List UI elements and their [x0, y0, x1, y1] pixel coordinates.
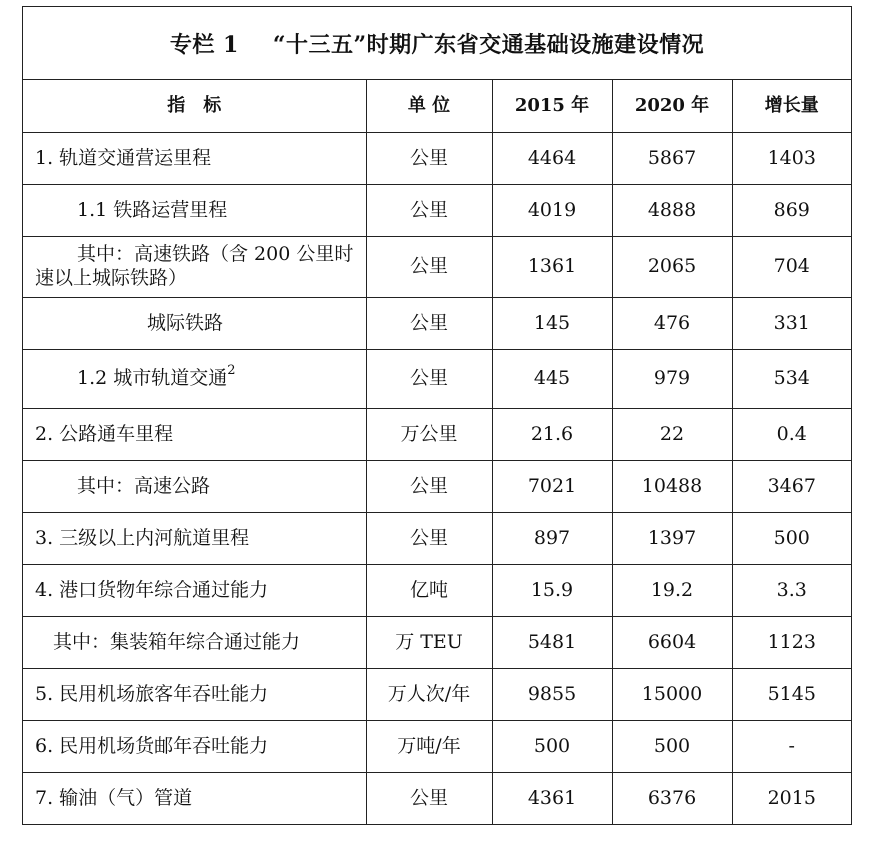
header-indicator: 指 标	[23, 80, 366, 133]
indicator-cell: 其中：高速铁路（含 200 公里时速以上城际铁路）	[23, 237, 366, 298]
infrastructure-table-panel	[22, 6, 852, 825]
header-2015: 2015 年	[492, 80, 612, 133]
value-2020-cell: 15000	[612, 669, 732, 721]
value-2015-cell: 1361	[492, 237, 612, 298]
indicator-cell: 其中：集装箱年综合通过能力	[23, 617, 366, 669]
table-title-text: “十三五”时期广东省交通基础设施建设情况	[272, 31, 705, 58]
value-2020-cell: 10488	[612, 461, 732, 513]
unit-cell: 万吨/年	[366, 721, 492, 773]
table-row	[23, 721, 851, 773]
value-2020-cell: 476	[612, 298, 732, 350]
increase-cell: 1123	[732, 617, 851, 669]
value-2015-cell: 500	[492, 721, 612, 773]
indicator-cell	[23, 350, 366, 409]
table-row	[23, 185, 851, 237]
unit-cell: 亿吨	[366, 565, 492, 617]
value-2020-cell: 4888	[612, 185, 732, 237]
header-increase: 增长量	[732, 80, 851, 133]
unit-cell: 公里	[366, 350, 492, 409]
increase-cell: -	[732, 721, 851, 773]
unit-cell: 万 TEU	[366, 617, 492, 669]
table-row	[23, 237, 851, 298]
increase-cell: 534	[732, 350, 851, 409]
indicator-cell: 其中：高速公路	[23, 461, 366, 513]
value-2015-cell: 145	[492, 298, 612, 350]
table-title	[23, 7, 851, 80]
unit-cell: 万人次/年	[366, 669, 492, 721]
value-2015-cell: 5481	[492, 617, 612, 669]
indicator-text: 1.2 城市轨道交通	[77, 367, 228, 390]
indicator-cell: 7. 输油（气）管道	[23, 773, 366, 825]
increase-cell: 500	[732, 513, 851, 565]
increase-cell: 869	[732, 185, 851, 237]
footnote-marker: 2	[227, 363, 236, 379]
value-2020-cell: 979	[612, 350, 732, 409]
value-2015-cell: 897	[492, 513, 612, 565]
value-2015-cell: 4464	[492, 133, 612, 185]
unit-cell: 公里	[366, 298, 492, 350]
value-2020-cell: 6376	[612, 773, 732, 825]
indicator-cell: 4. 港口货物年综合通过能力	[23, 565, 366, 617]
indicator-cell: 5. 民用机场旅客年吞吐能力	[23, 669, 366, 721]
increase-cell: 1403	[732, 133, 851, 185]
value-2020-cell: 2065	[612, 237, 732, 298]
value-2020-cell: 19.2	[612, 565, 732, 617]
value-2015-cell: 9855	[492, 669, 612, 721]
value-2020-cell: 5867	[612, 133, 732, 185]
increase-cell: 3467	[732, 461, 851, 513]
indicator-cell: 1. 轨道交通营运里程	[23, 133, 366, 185]
increase-cell: 2015	[732, 773, 851, 825]
indicator-cell: 3. 三级以上内河航道里程	[23, 513, 366, 565]
table-row	[23, 513, 851, 565]
unit-cell: 公里	[366, 237, 492, 298]
value-2020-cell: 6604	[612, 617, 732, 669]
table-row	[23, 350, 851, 409]
value-2015-cell: 445	[492, 350, 612, 409]
table-row	[23, 298, 851, 350]
column-number-label: 专栏 1	[169, 31, 239, 58]
header-2020: 2020 年	[612, 80, 732, 133]
header-row	[23, 80, 851, 133]
increase-cell: 331	[732, 298, 851, 350]
increase-cell: 704	[732, 237, 851, 298]
increase-cell: 0.4	[732, 409, 851, 461]
increase-cell: 5145	[732, 669, 851, 721]
value-2015-cell: 4361	[492, 773, 612, 825]
table-row	[23, 461, 851, 513]
indicator-cell: 2. 公路通车里程	[23, 409, 366, 461]
unit-cell: 公里	[366, 185, 492, 237]
increase-cell: 3.3	[732, 565, 851, 617]
table-row	[23, 409, 851, 461]
infrastructure-table	[23, 80, 851, 824]
header-unit: 单 位	[366, 80, 492, 133]
unit-cell: 公里	[366, 773, 492, 825]
unit-cell: 公里	[366, 513, 492, 565]
indicator-cell: 1.1 铁路运营里程	[23, 185, 366, 237]
table-row	[23, 669, 851, 721]
value-2015-cell: 21.6	[492, 409, 612, 461]
value-2020-cell: 22	[612, 409, 732, 461]
indicator-cell: 6. 民用机场货邮年吞吐能力	[23, 721, 366, 773]
unit-cell: 公里	[366, 133, 492, 185]
value-2020-cell: 500	[612, 721, 732, 773]
value-2015-cell: 15.9	[492, 565, 612, 617]
value-2020-cell: 1397	[612, 513, 732, 565]
table-row	[23, 617, 851, 669]
unit-cell: 公里	[366, 461, 492, 513]
table-row	[23, 565, 851, 617]
indicator-cell: 城际铁路	[23, 298, 366, 350]
unit-cell: 万公里	[366, 409, 492, 461]
table-row	[23, 773, 851, 825]
value-2015-cell: 4019	[492, 185, 612, 237]
table-row	[23, 133, 851, 185]
value-2015-cell: 7021	[492, 461, 612, 513]
